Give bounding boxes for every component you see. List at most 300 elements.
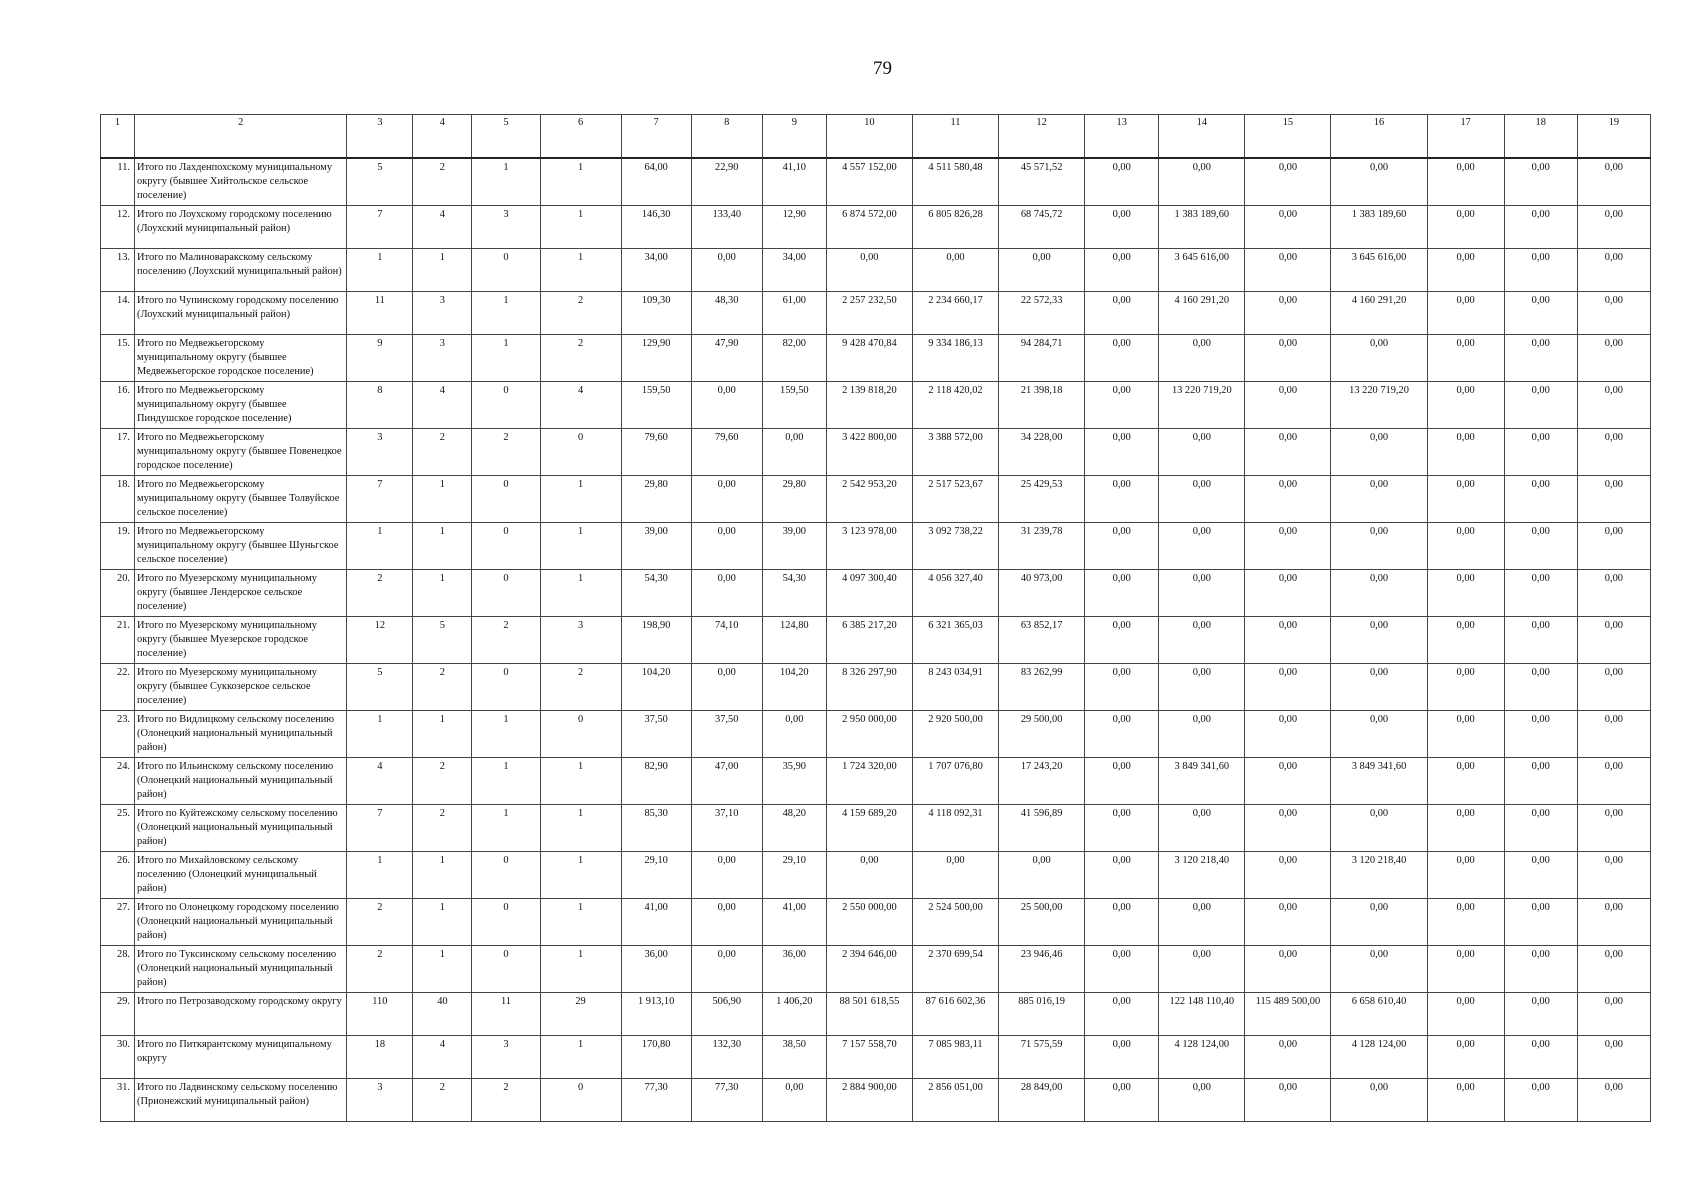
- table-cell: 506,90: [691, 992, 762, 1035]
- table-cell: 37,50: [691, 710, 762, 757]
- table-cell: 1: [413, 522, 472, 569]
- table-cell: 0,00: [1331, 428, 1427, 475]
- table-cell: 0,00: [1085, 569, 1159, 616]
- table-cell: 9 334 186,13: [912, 334, 998, 381]
- row-name: Итого по Муезерскому муниципальному округу (бывшее Суккозерское сельское поселение): [135, 663, 347, 710]
- table-cell: 0,00: [691, 381, 762, 428]
- table-cell: 29,10: [621, 851, 691, 898]
- row-name: Итого по Петрозаводскому городскому округу: [135, 992, 347, 1035]
- table-cell: 0,00: [1331, 616, 1427, 663]
- table-cell: 0,00: [1159, 898, 1245, 945]
- table-cell: 7 085 983,11: [912, 1035, 998, 1078]
- table-cell: 94 284,71: [999, 334, 1085, 381]
- table-cell: 0,00: [1504, 569, 1577, 616]
- table-cell: 0,00: [1577, 205, 1650, 248]
- table-cell: 0,00: [1085, 616, 1159, 663]
- table-cell: 0,00: [1085, 898, 1159, 945]
- table-cell: 0,00: [1577, 851, 1650, 898]
- table-row: [101, 945, 1651, 992]
- table-cell: 0,00: [1085, 663, 1159, 710]
- table-cell: 0,00: [1504, 1078, 1577, 1121]
- table-cell: 12: [347, 616, 413, 663]
- table-cell: 82,00: [762, 334, 826, 381]
- table-cell: 0,00: [826, 851, 912, 898]
- table-cell: 2: [347, 945, 413, 992]
- table-cell: 25 500,00: [999, 898, 1085, 945]
- table-cell: 83 262,99: [999, 663, 1085, 710]
- table-cell: 2 257 232,50: [826, 291, 912, 334]
- table-row: [101, 381, 1651, 428]
- table-cell: 2: [347, 898, 413, 945]
- table-cell: 1: [540, 945, 621, 992]
- table-cell: 6 874 572,00: [826, 205, 912, 248]
- row-number: 19.: [101, 522, 135, 569]
- table-cell: 0,00: [1504, 663, 1577, 710]
- table-cell: 170,80: [621, 1035, 691, 1078]
- table-cell: 4 097 300,40: [826, 569, 912, 616]
- table-cell: 0,00: [1331, 804, 1427, 851]
- table-cell: 0,00: [1504, 992, 1577, 1035]
- table-cell: 0,00: [1504, 248, 1577, 291]
- column-header: 12: [999, 115, 1085, 158]
- table-cell: 3 092 738,22: [912, 522, 998, 569]
- table-cell: 48,20: [762, 804, 826, 851]
- table-cell: 0,00: [1504, 522, 1577, 569]
- table-cell: 3: [413, 334, 472, 381]
- table-cell: 1: [540, 851, 621, 898]
- table-cell: 0,00: [1577, 616, 1650, 663]
- table-row: [101, 663, 1651, 710]
- table-cell: 77,30: [621, 1078, 691, 1121]
- table-cell: 0,00: [1159, 334, 1245, 381]
- table-cell: 0,00: [1577, 428, 1650, 475]
- table-cell: 1: [472, 757, 540, 804]
- table-cell: 0,00: [691, 475, 762, 522]
- table-cell: 0,00: [1245, 205, 1331, 248]
- table-cell: 13 220 719,20: [1331, 381, 1427, 428]
- table-cell: 25 429,53: [999, 475, 1085, 522]
- table-cell: 0,00: [1159, 945, 1245, 992]
- table-cell: 2 550 000,00: [826, 898, 912, 945]
- data-table: [100, 114, 1651, 1122]
- table-cell: 6 321 365,03: [912, 616, 998, 663]
- table-row: [101, 205, 1651, 248]
- table-cell: 2: [413, 158, 472, 206]
- table-cell: 34,00: [621, 248, 691, 291]
- table-cell: 35,90: [762, 757, 826, 804]
- table-cell: 2 234 660,17: [912, 291, 998, 334]
- table-cell: 37,50: [621, 710, 691, 757]
- column-header: 10: [826, 115, 912, 158]
- table-row: [101, 710, 1651, 757]
- header-row: [101, 115, 1651, 158]
- row-number: 15.: [101, 334, 135, 381]
- table-cell: 2 524 500,00: [912, 898, 998, 945]
- table-cell: 0,00: [1504, 381, 1577, 428]
- table-cell: 3: [347, 1078, 413, 1121]
- column-header: 6: [540, 115, 621, 158]
- column-header: 3: [347, 115, 413, 158]
- table-cell: 63 852,17: [999, 616, 1085, 663]
- table-cell: 11: [472, 992, 540, 1035]
- table-row: [101, 757, 1651, 804]
- table-cell: 9: [347, 334, 413, 381]
- table-cell: 0: [472, 851, 540, 898]
- table-cell: 3 388 572,00: [912, 428, 998, 475]
- table-cell: 0,00: [1159, 710, 1245, 757]
- table-cell: 64,00: [621, 158, 691, 206]
- table-cell: 0,00: [999, 851, 1085, 898]
- table-cell: 0: [472, 381, 540, 428]
- table-cell: 3 849 341,60: [1331, 757, 1427, 804]
- table-cell: 2: [540, 291, 621, 334]
- table-cell: 4 128 124,00: [1331, 1035, 1427, 1078]
- table-cell: 2 118 420,02: [912, 381, 998, 428]
- table-cell: 110: [347, 992, 413, 1035]
- row-name: Итого по Медвежьегорскому муниципальному округу (бывшее Повенецкое городское поселение): [135, 428, 347, 475]
- table-cell: 0,00: [1427, 851, 1504, 898]
- table-cell: 0,00: [1504, 291, 1577, 334]
- table-row: [101, 804, 1651, 851]
- row-number: 25.: [101, 804, 135, 851]
- row-number: 22.: [101, 663, 135, 710]
- table-cell: 48,30: [691, 291, 762, 334]
- table-cell: 8 243 034,91: [912, 663, 998, 710]
- row-name: Итого по Олонецкому городскому поселению (Олонецкий национальный муниципальный район): [135, 898, 347, 945]
- table-cell: 1: [347, 851, 413, 898]
- column-header: 14: [1159, 115, 1245, 158]
- table-cell: 0,00: [1427, 1078, 1504, 1121]
- table-cell: 0,00: [1577, 992, 1650, 1035]
- table-cell: 0,00: [1245, 1078, 1331, 1121]
- table-cell: 0,00: [1331, 663, 1427, 710]
- table-row: [101, 1035, 1651, 1078]
- table-cell: 87 616 602,36: [912, 992, 998, 1035]
- table-cell: 85,30: [621, 804, 691, 851]
- table-cell: 0,00: [1427, 291, 1504, 334]
- table-cell: 1 724 320,00: [826, 757, 912, 804]
- table-cell: 0,00: [1331, 475, 1427, 522]
- table-cell: 0,00: [1577, 1078, 1650, 1121]
- column-header: 2: [135, 115, 347, 158]
- table-cell: 0: [472, 663, 540, 710]
- table-cell: 2 139 818,20: [826, 381, 912, 428]
- table-cell: 0,00: [1331, 898, 1427, 945]
- table-cell: 6 805 826,28: [912, 205, 998, 248]
- column-header: 9: [762, 115, 826, 158]
- row-name: Итого по Питкярантскому муниципальному округу: [135, 1035, 347, 1078]
- table-cell: 4: [413, 381, 472, 428]
- table-cell: 0: [540, 428, 621, 475]
- row-number: 27.: [101, 898, 135, 945]
- table-cell: 5: [413, 616, 472, 663]
- table-cell: 0,00: [1245, 334, 1331, 381]
- table-cell: 0,00: [1085, 710, 1159, 757]
- column-header: 17: [1427, 115, 1504, 158]
- table-cell: 1: [540, 569, 621, 616]
- table-cell: 0,00: [1331, 1078, 1427, 1121]
- table-cell: 198,90: [621, 616, 691, 663]
- table-cell: 61,00: [762, 291, 826, 334]
- row-name: Итого по Медвежьегорскому муниципальному округу (бывшее Пиндушское городское поселение): [135, 381, 347, 428]
- table-cell: 12,90: [762, 205, 826, 248]
- table-cell: 0,00: [762, 1078, 826, 1121]
- table-row: [101, 428, 1651, 475]
- table-cell: 0,00: [1577, 291, 1650, 334]
- table-cell: 0,00: [912, 851, 998, 898]
- table-cell: 0,00: [1427, 945, 1504, 992]
- table-cell: 885 016,19: [999, 992, 1085, 1035]
- table-cell: 0,00: [1085, 851, 1159, 898]
- table-cell: 6 385 217,20: [826, 616, 912, 663]
- table-cell: 0,00: [1159, 428, 1245, 475]
- table-cell: 0,00: [1159, 475, 1245, 522]
- table-cell: 0,00: [1085, 475, 1159, 522]
- table-cell: 82,90: [621, 757, 691, 804]
- table-cell: 0,00: [1159, 663, 1245, 710]
- column-header: 19: [1577, 115, 1650, 158]
- table-cell: 0,00: [1577, 158, 1650, 206]
- row-number: 20.: [101, 569, 135, 616]
- table-cell: 0,00: [691, 851, 762, 898]
- row-name: Итого по Туксинскому сельскому поселению (Олонецкий национальный муниципальный район): [135, 945, 347, 992]
- table-cell: 0,00: [691, 522, 762, 569]
- table-cell: 0: [472, 569, 540, 616]
- table-cell: 0,00: [1085, 522, 1159, 569]
- row-name: Итого по Михайловскому сельскому поселению (Олонецкий муниципальный район): [135, 851, 347, 898]
- table-cell: 68 745,72: [999, 205, 1085, 248]
- table-cell: 1 383 189,60: [1159, 205, 1245, 248]
- table-row: [101, 992, 1651, 1035]
- table-cell: 0,00: [1427, 522, 1504, 569]
- table-cell: 2 856 051,00: [912, 1078, 998, 1121]
- row-name: Итого по Чупинскому городскому поселению (Лоухский муниципальный район): [135, 291, 347, 334]
- table-cell: 2: [472, 428, 540, 475]
- table-cell: 1 406,20: [762, 992, 826, 1035]
- table-cell: 1 383 189,60: [1331, 205, 1427, 248]
- table-row: [101, 248, 1651, 291]
- table-cell: 2 394 646,00: [826, 945, 912, 992]
- table-cell: 104,20: [762, 663, 826, 710]
- table-cell: 0,00: [762, 710, 826, 757]
- table-row: [101, 569, 1651, 616]
- table-cell: 8: [347, 381, 413, 428]
- table-cell: 0,00: [1427, 757, 1504, 804]
- table-cell: 122 148 110,40: [1159, 992, 1245, 1035]
- table-cell: 1: [472, 158, 540, 206]
- row-number: 14.: [101, 291, 135, 334]
- table-cell: 0,00: [1245, 663, 1331, 710]
- column-header: 13: [1085, 115, 1159, 158]
- table-cell: 28 849,00: [999, 1078, 1085, 1121]
- table-cell: 0,00: [1504, 804, 1577, 851]
- table-cell: 133,40: [691, 205, 762, 248]
- row-name: Итого по Лахденпохскому муниципальному округу (бывшее Хийтольское сельское поселение): [135, 158, 347, 206]
- table-cell: 0,00: [762, 428, 826, 475]
- table-cell: 0,00: [1245, 757, 1331, 804]
- table-cell: 3: [540, 616, 621, 663]
- table-cell: 0,00: [1085, 1035, 1159, 1078]
- table-cell: 0,00: [1085, 428, 1159, 475]
- table-cell: 0,00: [691, 898, 762, 945]
- table-cell: 0,00: [1245, 945, 1331, 992]
- row-name: Итого по Ильинскому сельскому поселению (Олонецкий национальный муниципальный район): [135, 757, 347, 804]
- table-cell: 7: [347, 475, 413, 522]
- page-number: 79: [873, 58, 892, 79]
- table-cell: 54,30: [762, 569, 826, 616]
- table-cell: 3 422 800,00: [826, 428, 912, 475]
- table-cell: 0,00: [1427, 381, 1504, 428]
- table-cell: 2: [413, 663, 472, 710]
- table-cell: 4: [540, 381, 621, 428]
- table-cell: 4: [347, 757, 413, 804]
- table-cell: 0,00: [691, 569, 762, 616]
- table-cell: 0,00: [1427, 205, 1504, 248]
- table-cell: 0,00: [1504, 428, 1577, 475]
- table-cell: 0: [540, 710, 621, 757]
- table-cell: 36,00: [762, 945, 826, 992]
- table-cell: 0: [540, 1078, 621, 1121]
- table-cell: 4: [413, 1035, 472, 1078]
- table-cell: 146,30: [621, 205, 691, 248]
- table-cell: 2: [413, 757, 472, 804]
- table-cell: 0,00: [1577, 475, 1650, 522]
- table-cell: 0,00: [1245, 158, 1331, 206]
- table-cell: 0,00: [1331, 569, 1427, 616]
- row-number: 11.: [101, 158, 135, 206]
- table-cell: 0,00: [1331, 945, 1427, 992]
- table-cell: 0,00: [1331, 522, 1427, 569]
- table-cell: 0,00: [1245, 522, 1331, 569]
- table-cell: 1: [540, 248, 621, 291]
- table-cell: 2: [413, 1078, 472, 1121]
- table-cell: 0,00: [1577, 710, 1650, 757]
- table-cell: 41,10: [762, 158, 826, 206]
- table-cell: 0,00: [1245, 475, 1331, 522]
- table-cell: 41,00: [621, 898, 691, 945]
- table-cell: 1: [540, 205, 621, 248]
- table-cell: 0,00: [1427, 663, 1504, 710]
- table-cell: 0,00: [691, 248, 762, 291]
- row-number: 26.: [101, 851, 135, 898]
- table-cell: 0: [472, 522, 540, 569]
- row-name: Итого по Медвежьегорскому муниципальному округу (бывшее Медвежьегорское городское поселение): [135, 334, 347, 381]
- table-cell: 7: [347, 804, 413, 851]
- table-cell: 11: [347, 291, 413, 334]
- table-cell: 2: [413, 804, 472, 851]
- table-cell: 2 920 500,00: [912, 710, 998, 757]
- table-row: [101, 522, 1651, 569]
- table-cell: 0,00: [1427, 334, 1504, 381]
- table-cell: 104,20: [621, 663, 691, 710]
- row-name: Итого по Медвежьегорскому муниципальному округу (бывшее Шуньгское сельское поселение): [135, 522, 347, 569]
- table-cell: 4: [413, 205, 472, 248]
- table-cell: 0: [472, 475, 540, 522]
- table-cell: 0,00: [1245, 291, 1331, 334]
- table-cell: 0,00: [1245, 381, 1331, 428]
- table-cell: 1: [472, 710, 540, 757]
- table-cell: 1: [472, 334, 540, 381]
- table-row: [101, 475, 1651, 522]
- table-cell: 115 489 500,00: [1245, 992, 1331, 1035]
- row-number: 18.: [101, 475, 135, 522]
- table-cell: 0,00: [1245, 804, 1331, 851]
- table-cell: 1: [540, 1035, 621, 1078]
- table-cell: 9 428 470,84: [826, 334, 912, 381]
- table-cell: 0,00: [1577, 334, 1650, 381]
- table-cell: 1: [347, 522, 413, 569]
- row-number: 17.: [101, 428, 135, 475]
- table-cell: 74,10: [691, 616, 762, 663]
- table-cell: 0,00: [1577, 898, 1650, 945]
- table-cell: 29,80: [621, 475, 691, 522]
- row-number: 24.: [101, 757, 135, 804]
- table-cell: 1: [472, 804, 540, 851]
- table-cell: 34,00: [762, 248, 826, 291]
- table-cell: 1: [540, 522, 621, 569]
- table-cell: 0,00: [1085, 334, 1159, 381]
- table-cell: 0,00: [1085, 291, 1159, 334]
- table-cell: 37,10: [691, 804, 762, 851]
- table-cell: 0,00: [1504, 757, 1577, 804]
- table-cell: 0,00: [1159, 804, 1245, 851]
- table-cell: 2: [472, 1078, 540, 1121]
- table-cell: 2 884 900,00: [826, 1078, 912, 1121]
- table-cell: 1: [413, 475, 472, 522]
- table-cell: 38,50: [762, 1035, 826, 1078]
- table-cell: 13 220 719,20: [1159, 381, 1245, 428]
- table-cell: 0,00: [1504, 945, 1577, 992]
- table-cell: 47,00: [691, 757, 762, 804]
- column-header: 11: [912, 115, 998, 158]
- table-cell: 4 511 580,48: [912, 158, 998, 206]
- table-cell: 0,00: [1577, 804, 1650, 851]
- table-cell: 1: [472, 291, 540, 334]
- table-cell: 2: [413, 428, 472, 475]
- row-number: 28.: [101, 945, 135, 992]
- table-cell: 2 542 953,20: [826, 475, 912, 522]
- table-row: [101, 616, 1651, 663]
- table-cell: 0,00: [1159, 1078, 1245, 1121]
- table-row: [101, 898, 1651, 945]
- column-header: 18: [1504, 115, 1577, 158]
- table-cell: 41 596,89: [999, 804, 1085, 851]
- table-cell: 0,00: [1427, 804, 1504, 851]
- table-cell: 0,00: [1159, 569, 1245, 616]
- row-name: Итого по Малиноваракскому сельскому поселению (Лоухский муниципальный район): [135, 248, 347, 291]
- table-cell: 1: [540, 475, 621, 522]
- table-cell: 29,80: [762, 475, 826, 522]
- table-cell: 0,00: [1331, 710, 1427, 757]
- row-number: 16.: [101, 381, 135, 428]
- table-row: [101, 334, 1651, 381]
- row-name: Итого по Видлицкому сельскому поселению (Олонецкий национальный муниципальный район): [135, 710, 347, 757]
- table-cell: 39,00: [621, 522, 691, 569]
- table-cell: 4 056 327,40: [912, 569, 998, 616]
- table-cell: 2: [472, 616, 540, 663]
- table-cell: 109,30: [621, 291, 691, 334]
- table-cell: 159,50: [762, 381, 826, 428]
- table-cell: 4 118 092,31: [912, 804, 998, 851]
- table-cell: 8 326 297,90: [826, 663, 912, 710]
- table-body: [101, 158, 1651, 1122]
- table-cell: 0: [472, 898, 540, 945]
- table-cell: 0,00: [1504, 158, 1577, 206]
- table-cell: 4 557 152,00: [826, 158, 912, 206]
- table-cell: 4 159 689,20: [826, 804, 912, 851]
- row-name: Итого по Лоухскому городскому поселению (Лоухский муниципальный район): [135, 205, 347, 248]
- table-cell: 0,00: [1085, 381, 1159, 428]
